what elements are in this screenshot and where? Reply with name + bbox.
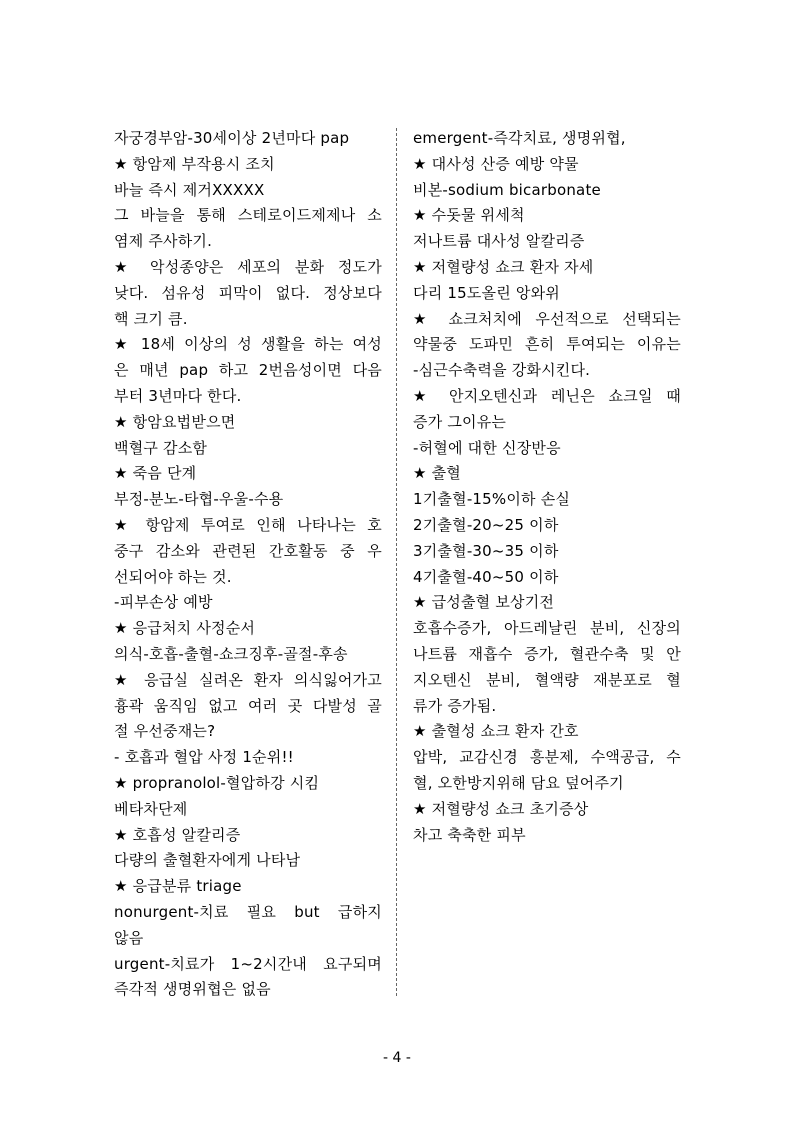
text-line: 핵 크기 큼.	[114, 309, 188, 328]
text-line: ★ 응급분류 triage	[114, 877, 242, 896]
text-line: 부터 3년마다 한다.	[114, 386, 242, 405]
text-line: 은 매년 pap 하고 2번음성이면 다음	[114, 361, 382, 380]
text-line: 증가 그이유는	[413, 412, 507, 431]
text-line: ★ 죽음 단계	[114, 464, 197, 483]
page-number: - 4 -	[383, 1050, 411, 1066]
text-line: 지오텐신 분비, 혈액량 재분포로 혈	[413, 670, 681, 689]
text-line: 혈, 오한방지위해 담요 덮어주기	[413, 773, 624, 792]
text-line: ★ 응급실 실려온 환자 의식잃어가고	[114, 670, 382, 689]
text-line: ★ 항암제 부작용시 조치	[114, 154, 275, 173]
text-line: 절 우선중재는?	[114, 722, 216, 741]
text-line: 즉각적 생명위협은 없음	[114, 980, 271, 999]
text-line: 다리 15도올린 앙와위	[413, 283, 560, 302]
text-line: ★ 안지오텐신과 레닌은 쇼크일 때	[413, 386, 681, 405]
text-line: emergent-즉각치료, 생명위협,	[413, 129, 626, 147]
text-line: 염제 주사하기.	[114, 232, 213, 251]
text-line: ★ 항암요법받으면	[114, 412, 236, 431]
text-line: 약물중 도파민 흔히 투여되는 이유는	[413, 335, 681, 354]
text-line: 류가 증가됨.	[413, 696, 497, 715]
text-line: ★ 수돗물 위세척	[413, 206, 525, 225]
text-line: -피부손상 예방	[114, 593, 213, 612]
text-line: 자궁경부암-30세이상 2년마다 pap	[114, 129, 350, 147]
text-line: 1기출혈-15%이하 손실	[413, 490, 571, 509]
text-line: 그 바늘을 통해 스테로이드제제나 소	[114, 206, 382, 225]
text-line: - 호흡과 혈압 사정 1순위!!	[114, 748, 294, 767]
text-line: -허혈에 대한 신장반응	[413, 438, 561, 457]
text-line: 압박, 교감신경 흥분제, 수액공급, 수	[413, 748, 681, 767]
text-line: 베타차단제	[114, 799, 188, 818]
text-line: ★ 저혈량성 쇼크 환자 자세	[413, 257, 594, 276]
right-column	[413, 126, 681, 848]
text-line: 않음	[114, 928, 144, 947]
text-line: 나트륨 재흡수 증가, 혈관수축 및 안	[413, 644, 681, 663]
text-line: ★ 응급처치 사정순서	[114, 619, 256, 638]
text-line: ★ 대사성 산증 예방 약물	[413, 154, 579, 173]
text-line: 중구 감소와 관련된 간호활동 중 우	[114, 541, 382, 560]
text-line: ★ 저혈량성 쇼크 초기증상	[413, 799, 589, 818]
text-line: 부정-분노-타협-우울-수용	[114, 490, 284, 509]
text-line: 4기출혈-40~50 이하	[413, 567, 559, 586]
text-line: 흉곽 움직임 없고 여러 곳 다발성 골	[114, 696, 382, 715]
text-line: ★ 출혈	[413, 464, 461, 483]
text-line: 바늘 즉시 제거XXXXX	[114, 180, 265, 199]
text-line: 다량의 출혈환자에게 나타남	[114, 851, 301, 870]
text-line: ★ 18세 이상의 성 생활을 하는 여성	[114, 335, 382, 354]
text-line: ★ 급성출혈 보상기전	[413, 593, 555, 612]
text-line: ★ propranolol-혈압하강 시킴	[114, 773, 320, 792]
text-line: 2기출혈-20~25 이하	[413, 515, 559, 534]
column-divider	[396, 128, 397, 996]
text-line: -심근수축력을 강화시킨다.	[413, 361, 591, 380]
text-line: ★ 호흡성 알칼리증	[114, 825, 241, 844]
text-line: ★ 쇼크처치에 우선적으로 선택되는	[413, 309, 681, 328]
text-line: 의식-호흡-출혈-쇼크징후-골절-후송	[114, 644, 348, 663]
text-line: ★ 항암제 투여로 인해 나타나는 호	[114, 515, 382, 534]
text-line: 백혈구 감소함	[114, 438, 208, 457]
text-line: 낮다. 섬유성 피막이 없다. 정상보다	[114, 283, 382, 302]
text-line: ★ 악성종양은 세포의 분화 정도가	[114, 257, 382, 276]
left-column	[114, 126, 382, 1003]
text-line: 비본-sodium bicarbonate	[413, 180, 601, 199]
text-line: 저나트륨 대사성 알칼리증	[413, 232, 585, 251]
text-line: 선되어야 하는 것.	[114, 567, 232, 586]
text-line: 차고 축축한 피부	[413, 825, 526, 844]
text-line: 3기출혈-30~35 이하	[413, 541, 559, 560]
text-line: ★ 출혈성 쇼크 환자 간호	[413, 722, 579, 741]
text-line: nonurgent-치료 필요 but 급하지	[114, 902, 382, 921]
text-line: 호흡수증가, 아드레날린 분비, 신장의	[413, 619, 681, 638]
text-line: urgent-치료가 1~2시간내 요구되며	[114, 954, 382, 973]
